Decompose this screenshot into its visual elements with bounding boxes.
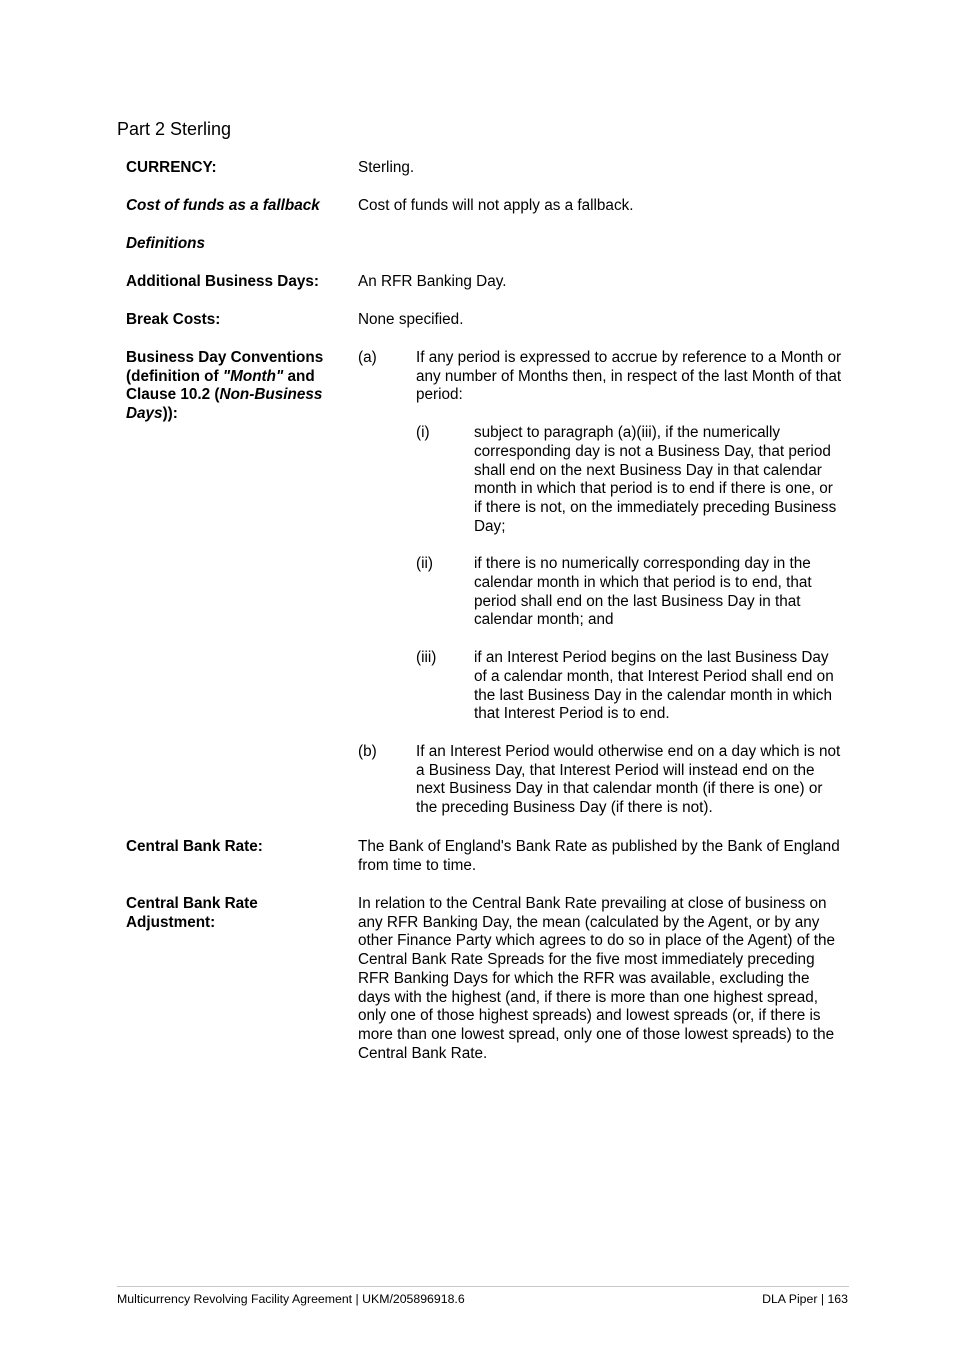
- subparagraph-iii-text: if an Interest Period begins on the last Business Day of a calendar month, that Interest Period shall end on the last Business Day in the calendar month in which that Interest Period is to end.: [474, 649, 834, 723]
- additional-business-days-label: Additional Business Days:: [126, 273, 319, 290]
- subparagraph-ii-text: if there is no numerically corresponding day in the calendar month in which that period is to end, that period shall end on the last Business Day in that calendar month; and: [474, 555, 812, 629]
- footer-divider: [117, 1286, 849, 1287]
- bdc-label-part2: and Clause 10.2 (: [126, 367, 315, 404]
- subparagraph-i-number: (i): [416, 424, 430, 442]
- bdc-label-non-business-days: Non-Business Days: [126, 386, 323, 423]
- definitions-heading: Definitions: [126, 235, 206, 252]
- subparagraph-ii-number: (ii): [416, 555, 433, 573]
- paragraph-b: [358, 743, 842, 818]
- bdc-label-month: "Month": [222, 367, 284, 385]
- subparagraph-iii-number: (iii): [416, 649, 437, 667]
- subparagraph-i: [416, 424, 842, 536]
- currency-value: Sterling.: [358, 159, 415, 176]
- business-day-conventions-label: [126, 349, 348, 424]
- central-bank-rate-value: The Bank of England's Bank Rate as published by the Bank of England from time to time.: [358, 838, 840, 874]
- central-bank-rate-adjustment-value: In relation to the Central Bank Rate prevailing at close of business on any RFR Banking Day, the mean (calculated by the Agent, or by any other Finance Party which agrees to do so in place of the Agent) of the Central Bank Rate Spreads for the five most immediately preceding RFR Banking Days for which the RFR was available, excluding the days with the highest (and, if there is more than one highest spread, only one of those highest spreads) and lowest spreads (or, if there is more than one lowest spread, only one of those lowest spreads) to the Central Bank Rate.: [358, 895, 836, 1062]
- paragraph-b-text: If an Interest Period would otherwise end on a day which is not a Business Day, that Interest Period will instead end on the next Business Day in that calendar month (if there is one) or the preceding Business Day (if there is not).: [416, 742, 841, 817]
- business-day-conventions-value: [358, 349, 842, 818]
- subparagraph-iii: [416, 649, 842, 724]
- subparagraph-i-text: subject to paragraph (a)(iii), if the numerically corresponding day is not a Business Day, that period shall end on the next Business Day in that calendar month in which that period is to end if there is one, or if there is not, on the immediately preceding Business Day;: [474, 424, 837, 535]
- bdc-label-part1: Business Day Conventions (definition of: [126, 349, 324, 385]
- cost-of-funds-label: Cost of funds as a fallback: [126, 197, 320, 214]
- subparagraph-ii: [416, 555, 842, 630]
- additional-business-days-value: An RFR Banking Day.: [358, 273, 507, 290]
- break-costs-label: Break Costs:: [126, 311, 221, 328]
- footer-page-number: DLA Piper | 163: [762, 1292, 848, 1306]
- paragraph-a-number: (a): [358, 349, 377, 366]
- break-costs-value: None specified.: [358, 311, 464, 328]
- page-title: Part 2 Sterling: [117, 119, 232, 139]
- paragraph-b-number: (b): [358, 742, 377, 760]
- bdc-label-part3: )):: [162, 405, 178, 423]
- central-bank-rate-label: Central Bank Rate:: [126, 838, 263, 855]
- paragraph-a-text: If any period is expressed to accrue by reference to a Month or any number of Months then, in respect of the last Month of that period:: [416, 349, 842, 404]
- central-bank-rate-adjustment-label: Central Bank Rate Adjustment:: [126, 895, 258, 931]
- paragraph-a: [358, 349, 842, 405]
- currency-label: CURRENCY:: [126, 159, 217, 176]
- cost-of-funds-value: Cost of funds will not apply as a fallback.: [358, 197, 634, 214]
- footer-document-reference: Multicurrency Revolving Facility Agreement | UKM/205896918.6: [117, 1292, 465, 1306]
